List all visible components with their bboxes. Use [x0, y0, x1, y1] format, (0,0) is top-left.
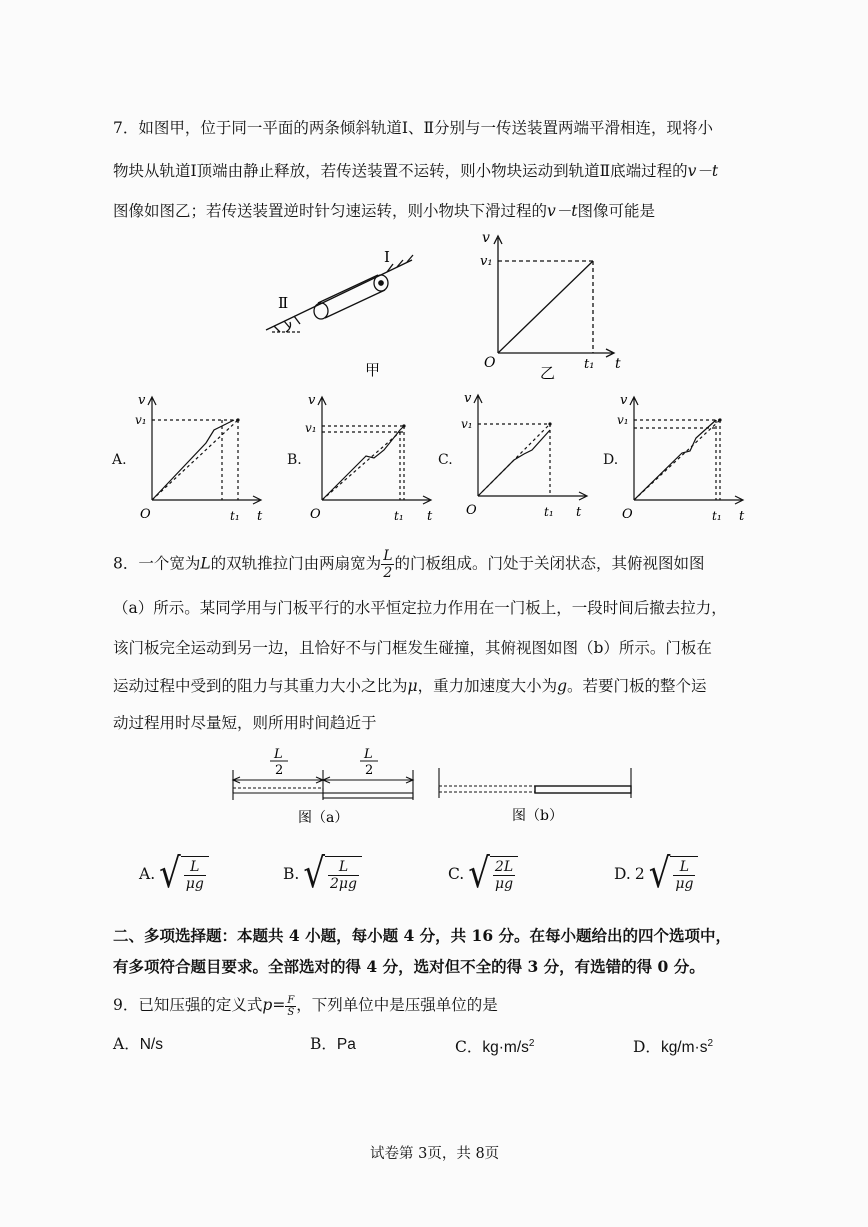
svg-text:v₁: v₁	[305, 421, 317, 435]
svg-text:t₁: t₁	[544, 505, 554, 519]
svg-text:t: t	[739, 509, 745, 524]
svg-text:v: v	[308, 393, 316, 408]
caption-fig-a: 图（a）	[298, 810, 349, 826]
q7-option-d-letter[interactable]: D.	[603, 452, 619, 468]
q7-option-a-letter[interactable]: A.	[112, 452, 127, 468]
svg-text:v: v	[138, 393, 146, 408]
svg-text:O: O	[310, 507, 321, 522]
q9-option-c[interactable]: C．$kg\cdot m/s^2$	[455, 1038, 535, 1057]
svg-text:O: O	[484, 355, 496, 371]
q7-line2: 物块从轨道Ⅰ顶端由静止释放，若传送装置不运转，则小物块运动到轨道Ⅱ底端过程的v－t	[113, 162, 719, 180]
figure-a-closed-door	[228, 746, 423, 831]
q8-option-a[interactable]: A. √ $\frac{L}{\mu g}$	[139, 856, 209, 892]
caption-jia: 甲	[365, 361, 381, 379]
q9-stem: 9．已知压强的定义式p= $\frac{F}{S}$ ，下列单位中是压强单位的是	[113, 994, 498, 1018]
q7-line1: 7．如图甲，位于同一平面的两条倾斜轨道Ⅰ、Ⅱ分别与一传送装置两端平滑相连，现将小	[113, 119, 714, 137]
svg-text:t₁: t₁	[712, 509, 722, 523]
svg-text:t: t	[427, 509, 433, 524]
svg-text:O: O	[466, 503, 477, 518]
svg-text:2: 2	[275, 763, 284, 778]
q8-line1: 8．一个宽为L的双轨推拉门由两扇宽为 $\frac{L}{2}$ 的门板组成。门处于关闭状态，其俯视图如图	[113, 548, 705, 581]
q7-option-d-graph[interactable]	[617, 388, 750, 528]
q7-line3: 图像如图乙；若传送装置逆时针匀速运转，则小物块下滑过程的v－t图像可能是	[113, 202, 656, 220]
section2-heading-line2: 有多项符合题目要求。全部选对的得 4 分，选对但不全的得 3 分，有选错的得 0 分。	[113, 957, 705, 976]
svg-text:v₁: v₁	[617, 413, 629, 427]
q9-option-a[interactable]: A．N/s	[113, 1035, 163, 1053]
svg-text:v: v	[464, 391, 472, 406]
q8-line3: 该门板完全运动到另一边，且恰好不与门框发生碰撞，其俯视图如图（b）所示。门板在	[113, 639, 712, 657]
q8-option-c[interactable]: C. √ $\frac{2L}{\mu g}$	[448, 856, 518, 892]
q7-option-b-letter[interactable]: B.	[287, 452, 302, 468]
label-track-II: Ⅱ	[278, 294, 289, 312]
svg-text:t: t	[615, 356, 621, 372]
svg-text:L: L	[274, 747, 283, 762]
figure-b-open-door	[436, 760, 636, 830]
caption-fig-b: 图（b）	[512, 808, 563, 824]
figure-jia-incline-diagram	[262, 240, 422, 380]
q7-option-c-graph[interactable]	[461, 388, 594, 528]
label-track-I: Ⅰ	[384, 248, 390, 266]
svg-text:v: v	[482, 230, 490, 246]
svg-text:t₁: t₁	[394, 509, 404, 523]
section2-heading-line1: 二、多项选择题：本题共 4 小题，每小题 4 分，共 16 分。在每小题给出的四个选项中，	[113, 926, 732, 945]
svg-text:O: O	[622, 507, 633, 522]
svg-text:t₁: t₁	[584, 357, 595, 372]
svg-text:O: O	[140, 507, 151, 522]
svg-text:t: t	[576, 505, 582, 520]
q9-option-b[interactable]: B．Pa	[310, 1035, 356, 1053]
svg-text:v₁: v₁	[135, 413, 147, 427]
caption-yi: 乙	[540, 364, 556, 382]
svg-text:v₁: v₁	[480, 254, 493, 269]
q8-line2: （a）所示。某同学用与门板平行的水平恒定拉力作用在一门板上，一段时间后撤去拉力，	[113, 599, 727, 617]
q8-option-d[interactable]: D. 2 √ $\frac{L}{\mu g}$	[614, 856, 698, 892]
svg-text:L: L	[364, 747, 373, 762]
svg-text:v: v	[620, 393, 628, 408]
q7-option-b-graph[interactable]	[305, 388, 438, 528]
q9-option-d[interactable]: D．$kg/m\cdot s^2$	[633, 1038, 713, 1057]
svg-text:t: t	[257, 509, 263, 524]
svg-text:t₁: t₁	[230, 509, 240, 523]
page-footer: 试卷第 3页，共 8页	[370, 1146, 500, 1162]
q7-option-c-letter[interactable]: C.	[438, 452, 453, 468]
q8-line4: 运动过程中受到的阻力与其重力大小之比为μ，重力加速度大小为g。若要门板的整个运	[113, 677, 707, 695]
svg-text:v₁: v₁	[461, 417, 473, 431]
svg-text:2: 2	[365, 763, 374, 778]
q7-option-a-graph[interactable]	[135, 388, 268, 528]
q8-line5: 动过程用时尽量短，则所用时间趋近于	[113, 714, 377, 732]
figure-yi-vt-graph	[478, 228, 638, 383]
q8-option-b[interactable]: B. √ $\frac{L}{2\mu g}$	[283, 856, 362, 892]
